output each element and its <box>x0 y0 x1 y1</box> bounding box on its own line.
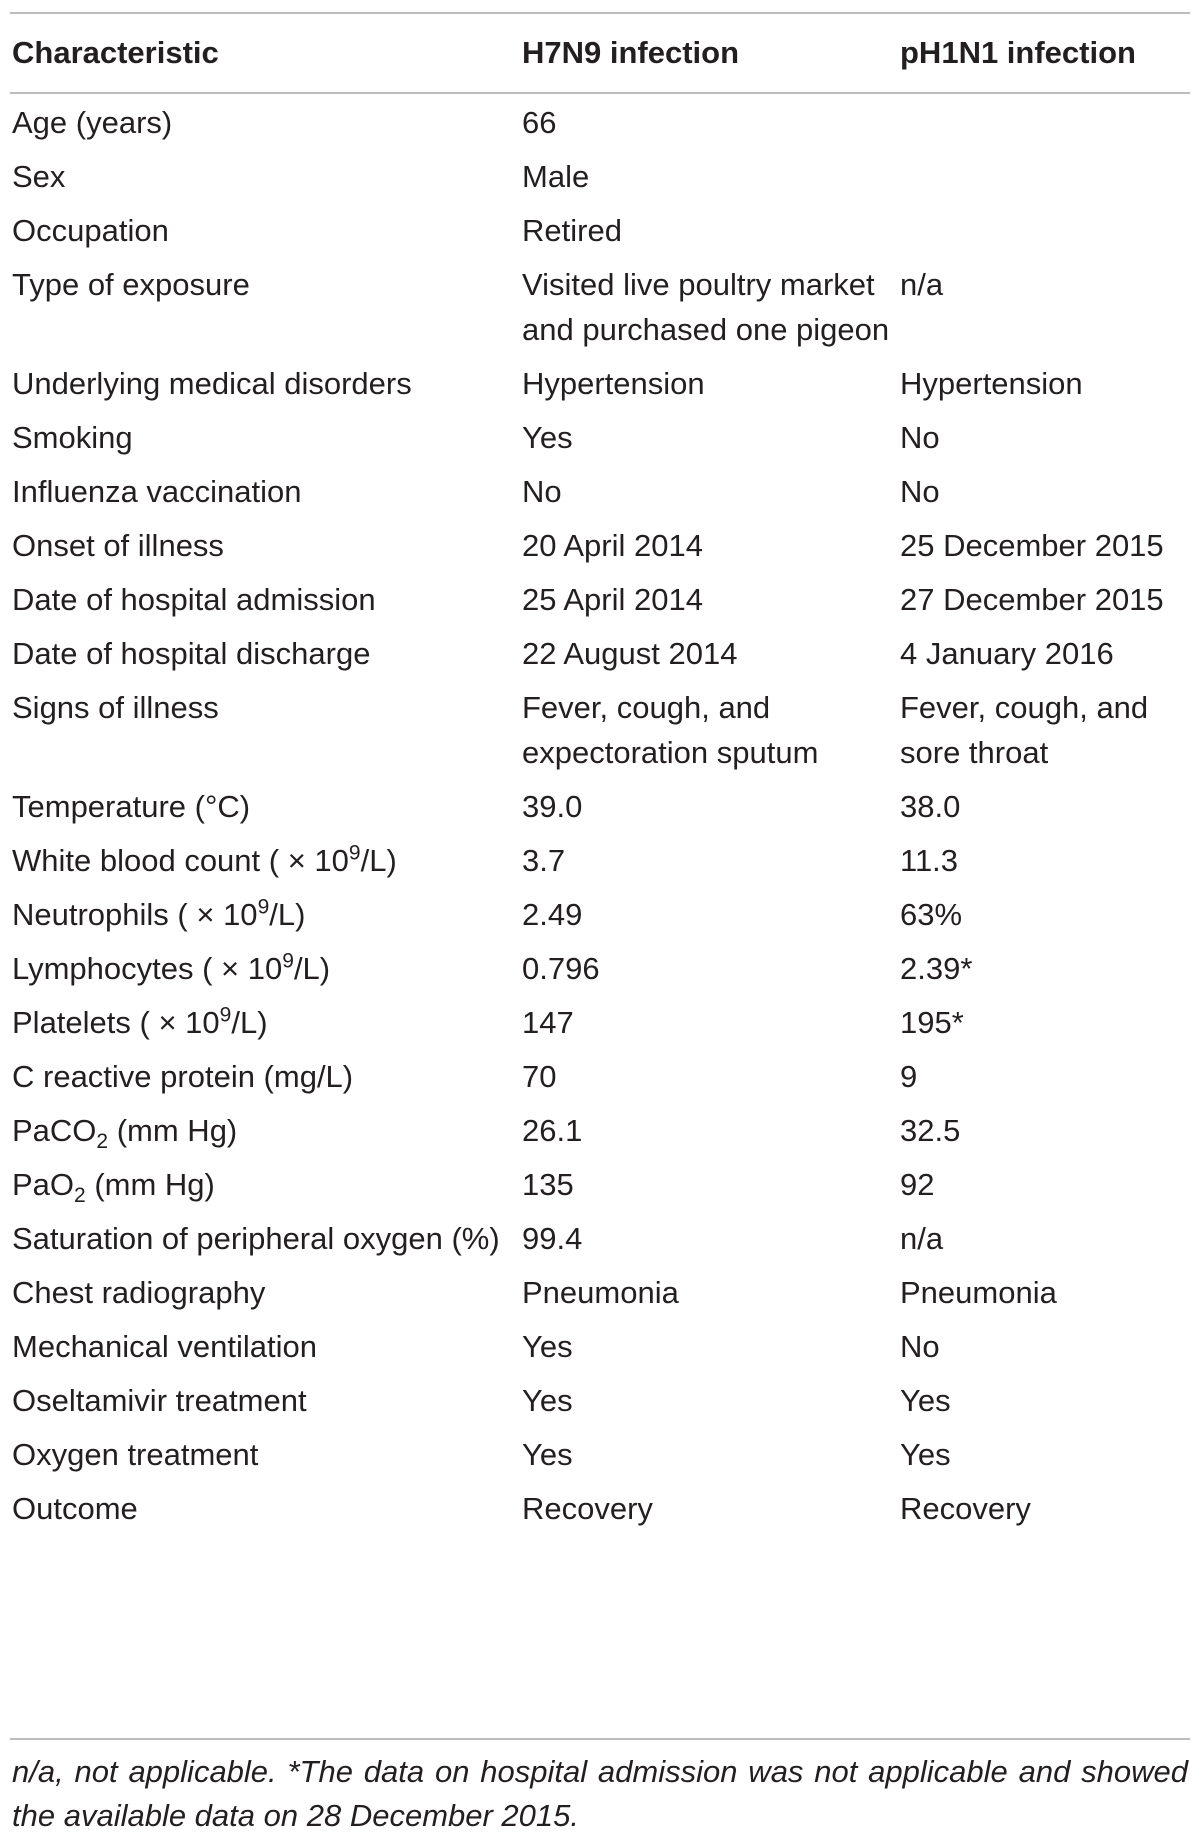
cell-characteristic: Smoking <box>12 420 133 455</box>
cell-h7n9: 135 <box>522 1167 574 1202</box>
cell-h7n9: 20 April 2014 <box>522 528 703 563</box>
cell-h7n9: Yes <box>522 1329 573 1364</box>
cell-h7n9: Pneumonia <box>522 1275 679 1310</box>
cell-characteristic: Mechanical ventilation <box>12 1329 318 1364</box>
cell-h7n9: Recovery <box>522 1491 653 1526</box>
cell-characteristic: Occupation <box>12 213 169 248</box>
header-h7n9: H7N9 infection <box>522 35 740 70</box>
cell-characteristic: Date of hospital discharge <box>12 636 371 671</box>
cell-ph1n1: 25 December 2015 <box>900 528 1164 563</box>
cell-text: (mm Hg) <box>85 1167 215 1202</box>
cell-ph1n1: 4 January 2016 <box>900 636 1114 671</box>
superscript: 9 <box>219 1003 232 1027</box>
cell-ph1n1: Recovery <box>900 1491 1031 1526</box>
cell-text: /L) <box>231 1005 268 1040</box>
table-row <box>12 946 1190 1000</box>
cell-characteristic: Temperature (°C) <box>12 789 251 824</box>
cell-ph1n1: n/a <box>900 267 944 302</box>
cell-characteristic <box>12 1000 522 1054</box>
cell-h7n9: Hypertension <box>522 366 705 401</box>
table-row <box>12 685 1190 784</box>
characteristics-table <box>12 94 1190 1540</box>
cell-text: Platelets ( × 10 <box>12 1005 220 1040</box>
cell-h7n9: 70 <box>522 1059 557 1094</box>
table-footnote: n/a, not applicable. *The data on hospital admission was not applicable and showed the available data on 28 December 2015. <box>12 1754 1188 1833</box>
cell-characteristic: Age (years) <box>12 105 173 140</box>
cell-ph1n1: 9 <box>900 1059 918 1094</box>
table-row <box>12 784 1190 838</box>
cell-text: (mm Hg) <box>108 1113 238 1148</box>
table-bottom-rule <box>10 1738 1190 1740</box>
cell-characteristic: Onset of illness <box>12 528 224 563</box>
cell-ph1n1: 2.39* <box>900 951 973 986</box>
cell-h7n9: Yes <box>522 1437 573 1472</box>
cell-characteristic: Oseltamivir treatment <box>12 1383 307 1418</box>
cell-characteristic: Oxygen treatment <box>12 1437 259 1472</box>
cell-h7n9: Retired <box>522 213 622 248</box>
superscript: 9 <box>282 949 294 973</box>
table-row <box>12 415 1190 469</box>
table-row <box>12 1054 1190 1108</box>
cell-h7n9: Male <box>522 159 590 194</box>
table-row <box>12 523 1190 577</box>
cell-h7n9: Yes <box>522 420 573 455</box>
cell-characteristic <box>12 1162 522 1216</box>
cell-text: White blood count ( × 10 <box>12 843 349 878</box>
cell-characteristic: Type of exposure <box>12 267 250 302</box>
cell-h7n9: 147 <box>522 1005 574 1040</box>
header-ph1n1: pH1N1 infection <box>900 35 1136 70</box>
cell-characteristic: Chest radiography <box>12 1275 266 1310</box>
cell-h7n9: 22 August 2014 <box>522 636 738 671</box>
cell-h7n9: Yes <box>522 1383 573 1418</box>
cell-ph1n1: n/a <box>900 1221 944 1256</box>
table-row <box>12 1324 1190 1378</box>
cell-ph1n1: No <box>900 420 940 455</box>
cell-text: PaCO <box>12 1113 97 1148</box>
table-row <box>12 1000 1190 1054</box>
cell-ph1n1: Yes <box>900 1437 951 1472</box>
cell-characteristic <box>12 892 522 946</box>
cell-ph1n1 <box>900 154 1190 208</box>
table-row <box>12 1432 1190 1486</box>
cell-ph1n1: No <box>900 474 940 509</box>
cell-characteristic: Sex <box>12 159 66 194</box>
cell-ph1n1: Pneumonia <box>900 1275 1057 1310</box>
cell-characteristic: Date of hospital admission <box>12 582 376 617</box>
table-row <box>12 208 1190 262</box>
cell-ph1n1 <box>900 94 1190 154</box>
header-characteristic: Characteristic <box>12 35 219 70</box>
cell-text: /L) <box>269 897 306 932</box>
cell-ph1n1: No <box>900 1329 940 1364</box>
cell-text: /L) <box>360 843 397 878</box>
table-row <box>12 1216 1190 1270</box>
cell-characteristic: Underlying medical disorders <box>12 366 412 401</box>
table-row <box>12 892 1190 946</box>
cell-text: Neutrophils ( × 10 <box>12 897 258 932</box>
header-row <box>12 14 1190 92</box>
cell-characteristic: Signs of illness <box>12 690 219 725</box>
cell-h7n9: 25 April 2014 <box>522 582 703 617</box>
cell-text: Lymphocytes ( × 10 <box>12 951 283 986</box>
cell-h7n9: Visited live poultry market and purchased one pigeon <box>522 267 890 347</box>
subscript: 2 <box>74 1184 86 1208</box>
superscript: 9 <box>257 895 270 919</box>
cell-ph1n1: 92 <box>900 1167 935 1202</box>
cell-h7n9: 39.0 <box>522 789 583 824</box>
table-row <box>12 577 1190 631</box>
table-row <box>12 631 1190 685</box>
table-row <box>12 1378 1190 1432</box>
cell-ph1n1: Yes <box>900 1383 951 1418</box>
cell-h7n9: No <box>522 474 562 509</box>
table-row <box>12 469 1190 523</box>
cell-ph1n1: 38.0 <box>900 789 961 824</box>
table-row <box>12 262 1190 361</box>
table-row <box>12 1108 1190 1162</box>
table-row <box>12 838 1190 892</box>
cell-h7n9: 2.49 <box>522 897 583 932</box>
cell-characteristic: C reactive protein (mg/L) <box>12 1059 354 1094</box>
cell-h7n9: 26.1 <box>522 1113 583 1148</box>
table-row <box>12 361 1190 415</box>
table-row <box>12 94 1190 154</box>
cell-ph1n1: 11.3 <box>900 843 959 878</box>
cell-h7n9: Fever, cough, and expectoration sputum <box>522 690 819 770</box>
table-header <box>12 14 1190 92</box>
cell-characteristic: Outcome <box>12 1491 138 1526</box>
cell-ph1n1: Hypertension <box>900 366 1083 401</box>
cell-ph1n1: Fever, cough, and sore throat <box>900 690 1149 770</box>
table-row <box>12 1270 1190 1324</box>
cell-characteristic: Saturation of peripheral oxygen (%) <box>12 1221 500 1256</box>
cell-h7n9: 66 <box>522 105 557 140</box>
cell-characteristic <box>12 1108 522 1162</box>
cell-ph1n1: 32.5 <box>900 1113 961 1148</box>
cell-text: PaO <box>12 1167 75 1202</box>
cell-characteristic: Influenza vaccination <box>12 474 302 509</box>
cell-h7n9: 3.7 <box>522 843 566 878</box>
cell-h7n9: 0.796 <box>522 951 600 986</box>
table-row <box>12 154 1190 208</box>
cell-ph1n1 <box>900 208 1190 262</box>
table-row <box>12 1162 1190 1216</box>
cell-characteristic <box>12 838 522 892</box>
cell-ph1n1: 27 December 2015 <box>900 582 1164 617</box>
cell-ph1n1: 63% <box>900 897 963 932</box>
subscript: 2 <box>96 1130 109 1154</box>
table-row <box>12 1486 1190 1540</box>
cell-ph1n1: 195* <box>900 1005 964 1040</box>
cell-h7n9: 99.4 <box>522 1221 583 1256</box>
cell-characteristic <box>12 946 522 1000</box>
superscript: 9 <box>348 841 361 865</box>
cell-text: /L) <box>293 951 331 986</box>
